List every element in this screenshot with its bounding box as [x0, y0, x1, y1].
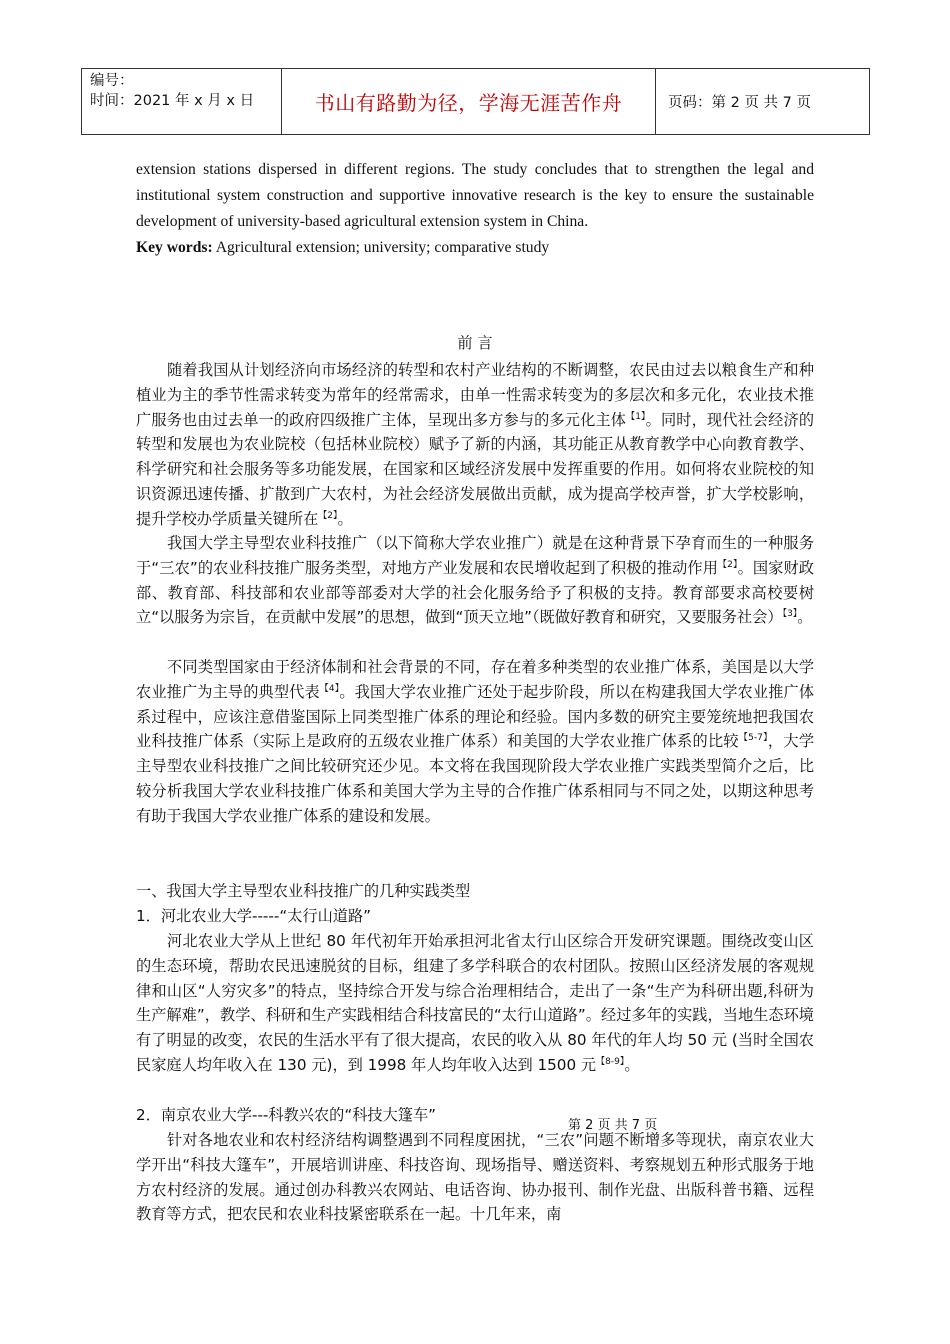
citation: 【2】 — [318, 510, 338, 521]
preface-paragraph-1: 随着我国从计划经济向市场经济的转型和农村产业结构的不断调整，农民由过去以粮食生产和种植业为主的季节性需求转变为常年的经常需求，由单一性需求转变为的多层次和多元化，农业技术推广服务也由过去单一的政府四级推广主体，呈现出多方参与的多元化主体$^{【1】}$。同时，现代社会经济的转型和发展也为农业院校（包括林业院校）赋予了新的内涵，其功能正从教育教学中心向教育教学、科学研究和社会服务等多功能发展，在国家和区域经济发展中发挥重要的作用。如何将农业院校的知识资源迅速传播、扩散到广大农村，为社会经济发展做出贡献，成为提高学校声誉，扩大学校影响，提升学校办学质量关键所在$^{【2】}$。 — [136, 361, 815, 528]
citation: 【3】 — [782, 609, 798, 620]
preface-title: 前 言 — [457, 334, 493, 352]
header-table — [81, 68, 870, 135]
citation: 【2】 — [718, 559, 738, 570]
section1-paragraph-1: 河北农业大学从上世纪 80 年代初年开始承担河北省太行山区综合开发研究课题。围绕改变山区的生态环境，帮助农民迅速脱贫的目标，组建了多学科联合的农村团队。按照山区经济发展的客观规律和山区“人穷灾多”的特点，坚持综合开发与综合治理相结合，走出了一条“生产为科研出题,科研为生产解难”，教学、科研和生产实践相结合科技富民的“太行山道路”。经过多年的实践，当地生态环境有了明显的改变，农民的生活水平有了很大提高，农民的收入从 80 年代的年人均 50 元 (当时全国农民家庭人均年收入在 130 元)，到 1998 年人均年收入达到 1500 元$^{【8-9】}$。 — [136, 932, 814, 1074]
time-label: 时间：2021 年 x 月 x 日 — [90, 93, 255, 109]
preface-paragraph-3: 不同类型国家由于经济体制和社会背景的不同，存在着多种类型的农业推广体系，美国是以大学农业推广为主导的典型代表$^{【4】}$。我国大学农业推广还处于起步阶段，所以在构建我国大学农业推广体系过程中，应该注意借鉴国际上同类型推广体系的理论和经验。国内多数的研究主要笼统地把我国农业科技推广体系（实际上是政府的五级农业推广体系）和美国的大学农业推广体系的比较$^{【5-7】}$，大学主导型农业科技推广之间比较研究还少见。本文将在我国现阶段大学农业推广实践类型简介之后，比较分析我国大学农业科技推广体系和美国大学为主导的合作推广体系相同与不同之处，以期这种思考有助于我国大学农业推广体系的建设和发展。 — [136, 658, 815, 825]
keywords: Agricultural extension; university; comparative study — [212, 239, 550, 256]
abstract-text: extension stations dispersed in different regions. The study concludes that to strengthen the legal and institutional system construction and supportive innovative research is the key to ensure the sustainable development of university-based agricultural extension system in China. — [136, 161, 814, 230]
citation: 【4】 — [319, 683, 340, 694]
page-label: 页码：第 2 页 共 7 页 — [668, 95, 811, 111]
subsection-heading-2: 2．南京农业大学---科教兴农的“科技大篷车” — [136, 1106, 437, 1124]
preface-paragraph-2: 我国大学主导型农业科技推广（以下简称大学农业推广）就是在这种背景下孕育而生的一种服务于“三农”的农业科技推广服务类型，对地方产业发展和农民增收起到了积极的推动作用$^{【2】}$。国家财政部、教育部、科技部和农业部等部委对大学的社会化服务给予了积极的支持。教育部要求高校要树立“以服务为宗旨，在贡献中发展”的思想，做到“顶天立地”（既做好教育和研究，又要服务社会）$^{【3】}$。 — [136, 534, 814, 627]
number-label: 编号： — [90, 73, 134, 89]
citation: 【5-7】 — [738, 733, 768, 744]
section-heading: 一、我国大学主导型农业科技推广的几种实践类型 — [136, 882, 471, 900]
page-footer: 第 2 页 共 7 页 — [568, 1118, 658, 1133]
abstract-continuation — [136, 157, 814, 261]
subsection-heading-1: 1．河北农业大学-----“太行山道路” — [136, 907, 372, 925]
citation: 【1】 — [626, 411, 646, 422]
citation: 【8-9】 — [596, 1056, 625, 1067]
motto: 书山有路勤为径，学海无涯苦作舟 — [282, 69, 656, 134]
section1-paragraph-2: 针对各地农业和农村经济结构调整遇到不同程度困扰，“三农”问题不断增多等现状，南京农业大学开出“科技大篷车”，开展培训讲座、科技咨询、现场指导、赠送资料、考察规划五种形式服务于地方农村经济的发展。通过创办科教兴农网站、电话咨询、协办报刊、制作光盘、出版科普书籍、远程教育等方式，把农民和农业科技紧密联系在一起。十几年来，南 — [136, 1131, 814, 1224]
header-left-cell — [82, 69, 282, 134]
keywords-label: Key words: — [136, 239, 213, 256]
